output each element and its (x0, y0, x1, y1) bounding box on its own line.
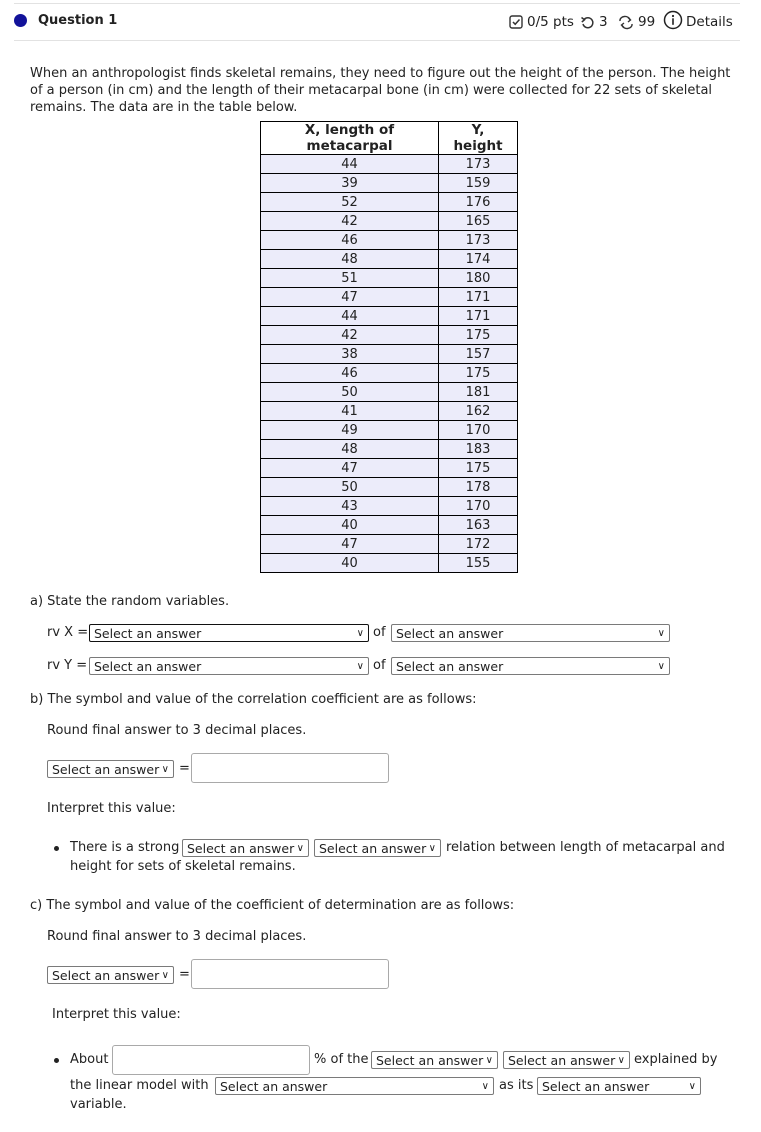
table-row (261, 459, 518, 478)
cell-height: 173 (439, 155, 518, 174)
strength-direction-select[interactable] (182, 839, 309, 857)
chevron-down-icon: ∨ (428, 843, 436, 854)
cell-metacarpal-length: 46 (261, 231, 439, 250)
retries-text: 99 (638, 14, 656, 30)
rvy-label: rv Y = (47, 658, 88, 673)
rvy-variable-select[interactable] (89, 657, 369, 675)
rvx-variable-select[interactable] (89, 624, 369, 642)
chevron-down-icon: ∨ (657, 628, 665, 639)
cell-height: 163 (439, 516, 518, 535)
table-row (261, 440, 518, 459)
variation-select[interactable] (371, 1051, 498, 1069)
cell-metacarpal-length: 51 (261, 269, 439, 288)
cell-metacarpal-length: 48 (261, 440, 439, 459)
cell-height: 171 (439, 307, 518, 326)
chevron-down-icon: ∨ (161, 970, 169, 981)
cell-height: 181 (439, 383, 518, 402)
table-row (261, 402, 518, 421)
cell-metacarpal-length: 40 (261, 554, 439, 573)
part-b-bullet-line2: height for sets of skeletal remains. (70, 859, 296, 874)
part-c-interpret: Interpret this value: (52, 1007, 181, 1022)
cell-metacarpal-length: 42 (261, 212, 439, 231)
rvy-of-select[interactable] (391, 657, 670, 675)
rvx-label: rv X = (47, 625, 89, 640)
table-row (261, 269, 518, 288)
part-b-bullet-pre: There is a strong (70, 840, 180, 855)
cell-height: 162 (439, 402, 518, 421)
cell-metacarpal-length: 40 (261, 516, 439, 535)
cell-height: 178 (439, 478, 518, 497)
details-link[interactable] (663, 10, 733, 30)
points-text: 0/5 pts (527, 14, 574, 30)
part-b-interpret: Interpret this value: (47, 801, 176, 816)
part-c-round: Round final answer to 3 decimal places. (47, 929, 307, 944)
checkbox-icon (509, 15, 523, 29)
cell-height: 165 (439, 212, 518, 231)
cell-metacarpal-length: 44 (261, 155, 439, 174)
table-row (261, 535, 518, 554)
part-b-bullet-post: relation between length of metacarpal and (446, 840, 725, 855)
retry-icon (618, 15, 634, 30)
chevron-down-icon: ∨ (485, 1055, 493, 1066)
cell-height: 155 (439, 554, 518, 573)
correlation-value-input[interactable] (191, 753, 389, 783)
cell-height: 157 (439, 345, 518, 364)
points-indicator (509, 14, 574, 30)
part-c-as-its: as its (499, 1078, 534, 1093)
select-text: Select an answer (396, 659, 504, 674)
rvx-of-select[interactable] (391, 624, 670, 642)
variable-type-select[interactable] (537, 1077, 701, 1095)
cell-metacarpal-length: 43 (261, 497, 439, 516)
select-text: Select an answer (542, 1079, 650, 1094)
details-text: Details (686, 13, 733, 30)
cell-metacarpal-length: 46 (261, 364, 439, 383)
part-c-linear-model-with: the linear model with (70, 1078, 209, 1093)
part-c-heading: c) The symbol and value of the coefficient of determination are as follows: (30, 898, 515, 913)
select-text: Select an answer (508, 1053, 616, 1068)
col-header-y: Y, height (439, 122, 518, 155)
cell-height: 174 (439, 250, 518, 269)
chevron-down-icon: ∨ (657, 661, 665, 672)
table-row (261, 193, 518, 212)
cell-height: 170 (439, 497, 518, 516)
table-row (261, 554, 518, 573)
cell-height: 159 (439, 174, 518, 193)
part-b-heading: b) The symbol and value of the correlation coefficient are as follows: (30, 692, 477, 707)
cell-metacarpal-length: 50 (261, 383, 439, 402)
cell-height: 176 (439, 193, 518, 212)
table-row (261, 288, 518, 307)
bullet-dot (54, 1058, 59, 1063)
cell-metacarpal-length: 39 (261, 174, 439, 193)
select-text: Select an answer (396, 626, 504, 641)
correlation-symbol-select[interactable] (47, 760, 174, 778)
cell-height: 183 (439, 440, 518, 459)
chevron-down-icon: ∨ (161, 764, 169, 775)
rvx-of: of (373, 625, 386, 640)
cell-height: 172 (439, 535, 518, 554)
select-text: Select an answer (52, 762, 160, 777)
table-row (261, 212, 518, 231)
part-b-equals: = (179, 761, 190, 776)
cell-metacarpal-length: 50 (261, 478, 439, 497)
rvy-of: of (373, 658, 386, 673)
chevron-down-icon: ∨ (356, 628, 364, 639)
part-b-round: Round final answer to 3 decimal places. (47, 723, 307, 738)
cell-height: 175 (439, 364, 518, 383)
cell-height: 175 (439, 326, 518, 345)
attempts-text: 3 (599, 14, 608, 30)
undo-icon (580, 15, 595, 30)
info-icon (663, 10, 683, 30)
select-text: Select an answer (94, 626, 202, 641)
data-table (260, 121, 518, 573)
table-row (261, 478, 518, 497)
cell-height: 171 (439, 288, 518, 307)
cell-metacarpal-length: 42 (261, 326, 439, 345)
table-row (261, 421, 518, 440)
table-row (261, 250, 518, 269)
chevron-down-icon: ∨ (296, 843, 304, 854)
select-text: Select an answer (52, 968, 160, 983)
cell-metacarpal-length: 47 (261, 535, 439, 554)
select-text: Select an answer (220, 1079, 328, 1094)
bullet-dot (54, 846, 59, 851)
part-c-variable: variable. (70, 1097, 127, 1112)
cell-metacarpal-length: 52 (261, 193, 439, 212)
header-divider-bottom (14, 40, 740, 41)
table-row (261, 326, 518, 345)
cell-metacarpal-length: 47 (261, 459, 439, 478)
table-row (261, 174, 518, 193)
table-row (261, 307, 518, 326)
col-header-x: X, length of metacarpal (261, 122, 439, 155)
chevron-down-icon: ∨ (688, 1081, 696, 1092)
table-row (261, 345, 518, 364)
question-title: Question 1 (38, 13, 118, 28)
chevron-down-icon: ∨ (356, 661, 364, 672)
cell-metacarpal-length: 47 (261, 288, 439, 307)
determination-value-input[interactable] (191, 959, 389, 989)
select-text: Select an answer (376, 1053, 484, 1068)
cell-height: 173 (439, 231, 518, 250)
table-row (261, 155, 518, 174)
cell-metacarpal-length: 44 (261, 307, 439, 326)
table-row (261, 383, 518, 402)
select-text: Select an answer (187, 841, 295, 856)
relation-type-select[interactable] (314, 839, 441, 857)
chevron-down-icon: ∨ (617, 1055, 625, 1066)
table-row (261, 364, 518, 383)
cell-height: 170 (439, 421, 518, 440)
attempts-indicator (580, 14, 608, 30)
header-divider-top (14, 3, 740, 4)
question-status-dot (14, 14, 27, 27)
table-row (261, 497, 518, 516)
retries-indicator (618, 14, 655, 30)
cell-metacarpal-length: 41 (261, 402, 439, 421)
part-a-heading: a) State the random variables. (30, 594, 230, 609)
chevron-down-icon: ∨ (481, 1081, 489, 1092)
part-c-explained-by: explained by (634, 1052, 718, 1067)
determination-symbol-select[interactable] (47, 966, 174, 984)
predictor-select[interactable] (215, 1077, 494, 1095)
part-c-equals: = (179, 967, 190, 982)
cell-height: 180 (439, 269, 518, 288)
select-text: Select an answer (319, 841, 427, 856)
cell-height: 175 (439, 459, 518, 478)
percent-explained-input[interactable] (112, 1045, 310, 1075)
cell-metacarpal-length: 48 (261, 250, 439, 269)
cell-metacarpal-length: 49 (261, 421, 439, 440)
question-intro: When an anthropologist finds skeletal remains, they need to figure out the height of the person. The height of a person (in cm) and the length of their metacarpal bone (in cm) were collected for 22 sets of skeletal remains. The data are in the table below. (30, 66, 731, 115)
response-variable-select[interactable] (503, 1051, 630, 1069)
part-c-about: About (70, 1052, 109, 1067)
part-c-pct-of-the: % of the (314, 1052, 369, 1067)
table-row (261, 516, 518, 535)
select-text: Select an answer (94, 659, 202, 674)
table-row (261, 231, 518, 250)
cell-metacarpal-length: 38 (261, 345, 439, 364)
